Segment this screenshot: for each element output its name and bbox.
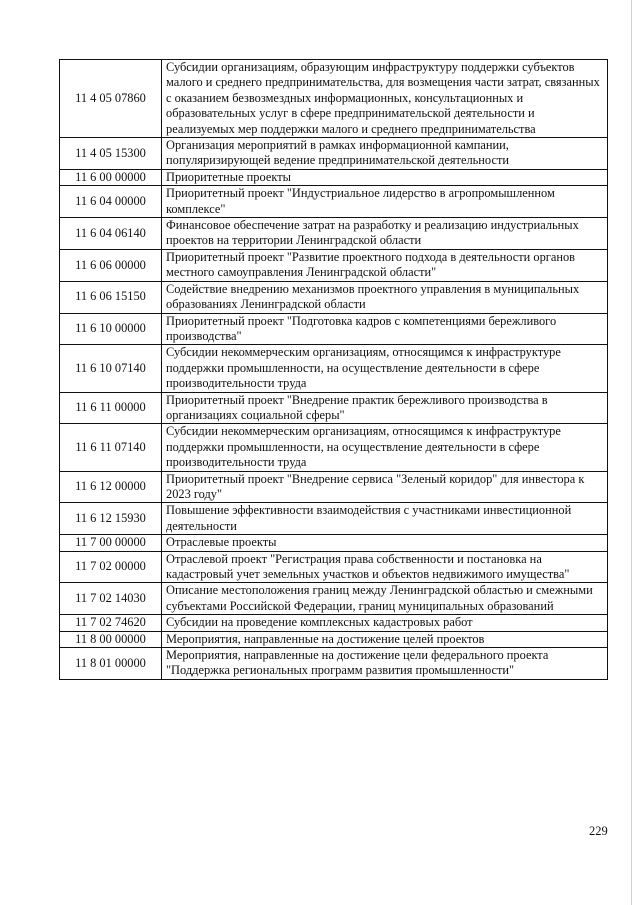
row-name: Субсидии некоммерческим организациям, относящимся к инфраструктуре поддержки промышленности, на осуществление деятельности в сфере производительности труда — [162, 424, 608, 471]
table-row — [60, 471, 608, 503]
row-code: 11 6 04 06140 — [60, 218, 162, 250]
row-name: Отраслевые проекты — [162, 535, 608, 551]
table-row — [60, 218, 608, 250]
row-code: 11 6 00 00000 — [60, 169, 162, 185]
table-body — [60, 60, 608, 680]
table-row — [60, 392, 608, 424]
row-code: 11 8 00 00000 — [60, 631, 162, 647]
row-code: 11 6 10 00000 — [60, 313, 162, 345]
row-code: 11 6 10 07140 — [60, 345, 162, 392]
row-name: Мероприятия, направленные на достижение целей проектов — [162, 631, 608, 647]
row-name: Приоритетный проект "Подготовка кадров с компетенциями бережливого производства" — [162, 313, 608, 345]
row-name: Приоритетный проект "Развитие проектного подхода в деятельности органов местного самоуправления Ленинградской области" — [162, 249, 608, 281]
row-code: 11 4 05 15300 — [60, 138, 162, 170]
table-row — [60, 138, 608, 170]
table-row — [60, 60, 608, 138]
table-row — [60, 249, 608, 281]
table-row — [60, 615, 608, 631]
row-name: Организация мероприятий в рамках информационной кампании, популяризирующей ведение предпринимательской деятельности — [162, 138, 608, 170]
row-name: Приоритетный проект "Внедрение сервиса "Зеленый коридор" для инвестора к 2023 году" — [162, 471, 608, 503]
table-row — [60, 345, 608, 392]
table-row — [60, 281, 608, 313]
row-code: 11 6 04 00000 — [60, 186, 162, 218]
table-row — [60, 648, 608, 680]
row-name: Субсидии некоммерческим организациям, относящимся к инфраструктуре поддержки промышленности, на осуществление деятельности в сфере производительности труда — [162, 345, 608, 392]
row-name: Приоритетные проекты — [162, 169, 608, 185]
row-code: 11 6 06 15150 — [60, 281, 162, 313]
row-code: 11 7 02 14030 — [60, 583, 162, 615]
row-name: Мероприятия, направленные на достижение цели федерального проекта "Поддержка региональных программ развития промышленности" — [162, 648, 608, 680]
row-name: Приоритетный проект "Индустриальное лидерство в агропромышленном комплексе" — [162, 186, 608, 218]
row-code: 11 8 01 00000 — [60, 648, 162, 680]
table-row — [60, 583, 608, 615]
table-row — [60, 503, 608, 535]
row-code: 11 6 06 00000 — [60, 249, 162, 281]
row-code: 11 6 12 15930 — [60, 503, 162, 535]
table-row — [60, 551, 608, 583]
row-code: 11 7 02 00000 — [60, 551, 162, 583]
row-name: Субсидии на проведение комплексных кадастровых работ — [162, 615, 608, 631]
row-code: 11 6 11 00000 — [60, 392, 162, 424]
budget-classification-table — [59, 59, 608, 680]
table-row — [60, 169, 608, 185]
row-name: Повышение эффективности взаимодействия с участниками инвестиционной деятельности — [162, 503, 608, 535]
row-name: Содействие внедрению механизмов проектного управления в муниципальных образованиях Ленинградской области — [162, 281, 608, 313]
table-row — [60, 313, 608, 345]
row-name: Субсидии организациям, образующим инфраструктуру поддержки субъектов малого и среднего предпринимательства, для возмещения части затрат, связанных с оказанием безвозмездных информационных, консультационных и образовательных услуг в сфере предпринимательской деятельности и реализуемых мер поддержки малого и среднего предпринимательства — [162, 60, 608, 138]
table-row — [60, 186, 608, 218]
table-row — [60, 631, 608, 647]
table-row — [60, 535, 608, 551]
row-name: Финансовое обеспечение затрат на разработку и реализацию индустриальных проектов на территории Ленинградской области — [162, 218, 608, 250]
row-code: 11 6 11 07140 — [60, 424, 162, 471]
row-name: Приоритетный проект "Внедрение практик бережливого производства в организациях социальной сферы" — [162, 392, 608, 424]
row-code: 11 4 05 07860 — [60, 60, 162, 138]
row-name: Отраслевой проект "Регистрация права собственности и постановка на кадастровый учет земельных участков и объектов недвижимого имущества" — [162, 551, 608, 583]
row-name: Описание местоположения границ между Ленинградской областью и смежными субъектами Российской Федерации, границ муниципальных образований — [162, 583, 608, 615]
table-row — [60, 424, 608, 471]
row-code: 11 7 02 74620 — [60, 615, 162, 631]
row-code: 11 7 00 00000 — [60, 535, 162, 551]
scan-edge — [631, 0, 632, 905]
page-number: 229 — [589, 824, 608, 838]
row-code: 11 6 12 00000 — [60, 471, 162, 503]
